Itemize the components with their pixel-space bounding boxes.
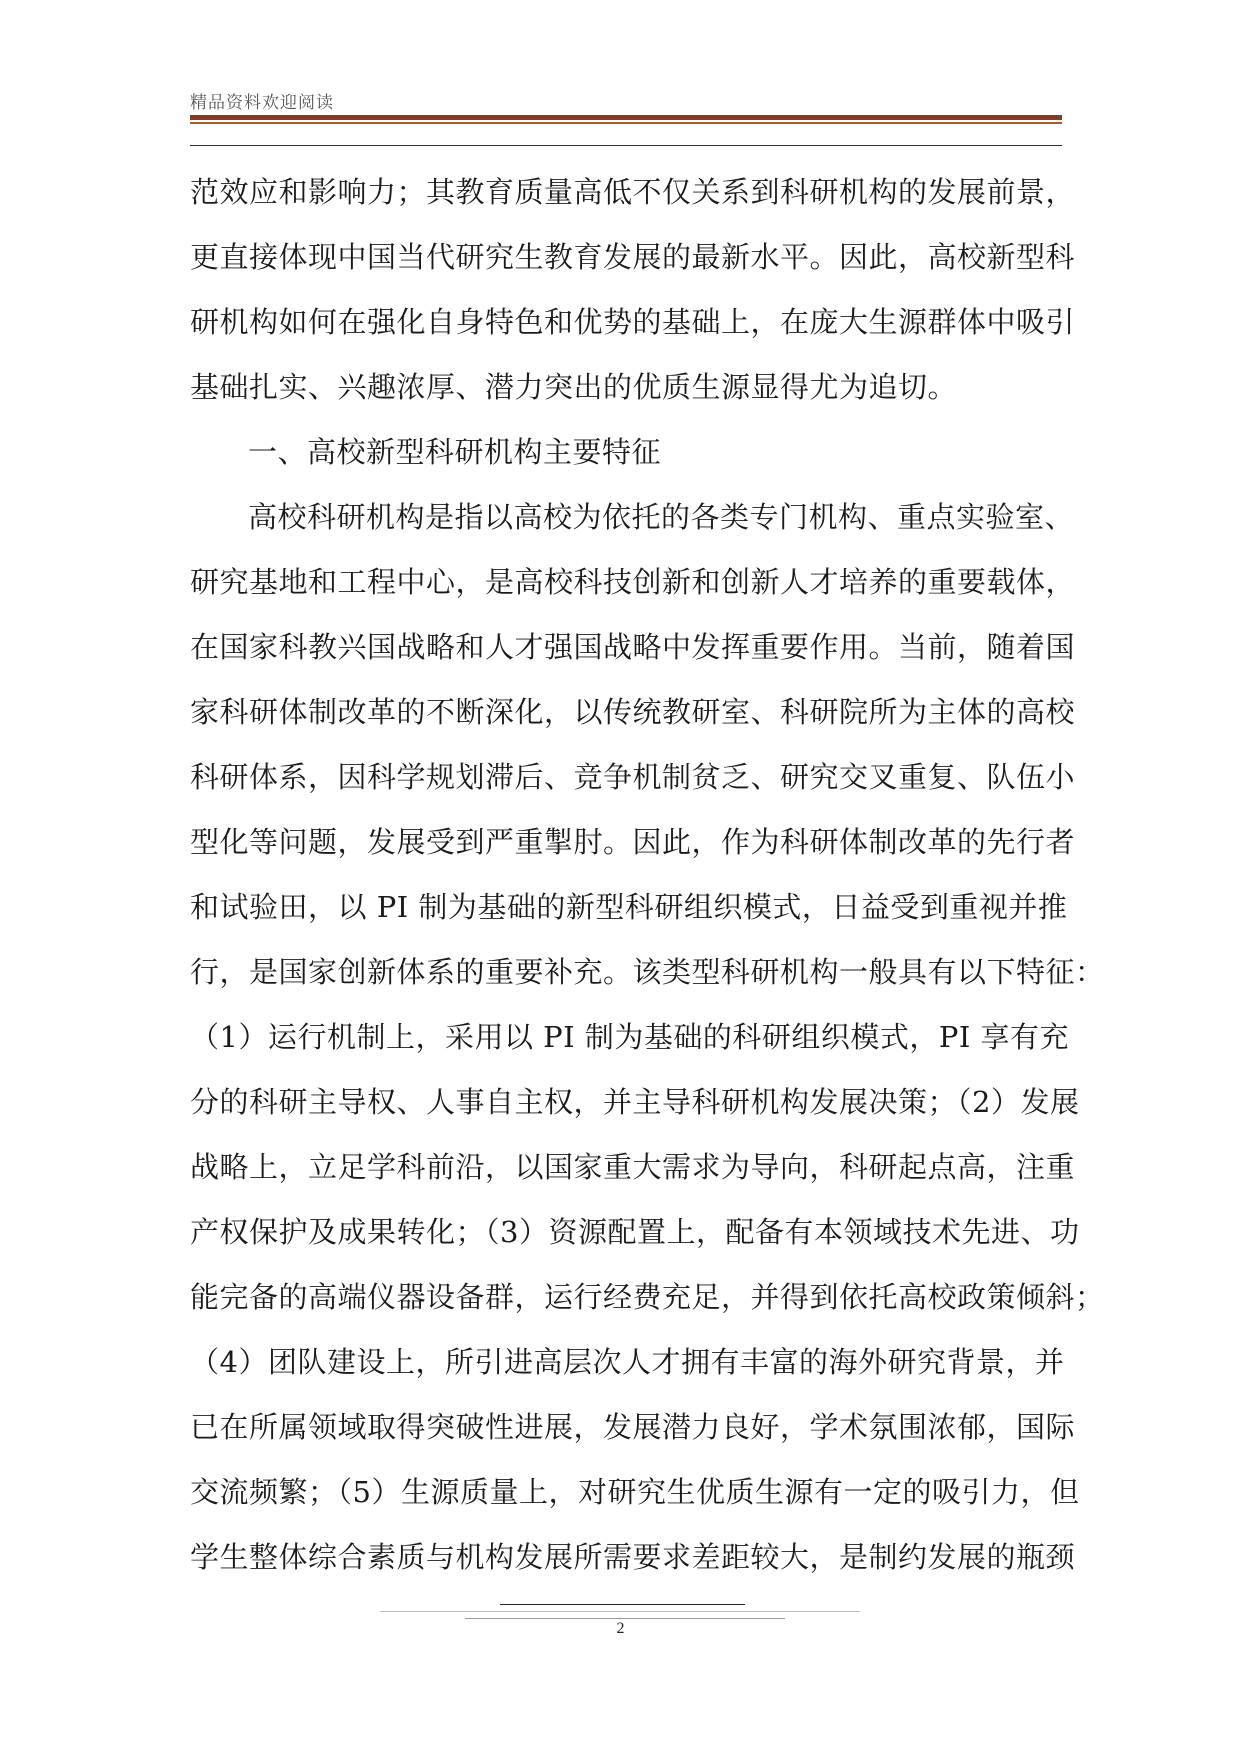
text-line: 已在所属领域取得突破性进展，发展潜力良好，学术氛围浓郁，国际 xyxy=(190,1410,1076,1444)
text-line: 能完备的高端仪器设备群，运行经费充足，并得到依托高校政策倾斜； xyxy=(190,1280,1105,1314)
text-line: 科研体系，因科学规划滞后、竞争机制贫乏、研究交叉重复、队伍小 xyxy=(190,760,1076,794)
footer-rule xyxy=(380,1611,860,1612)
footer-rule xyxy=(465,1618,785,1619)
header-rule-accent xyxy=(190,122,1062,124)
text-line: 型化等问题，发展受到严重掣肘。因此，作为科研体制改革的先行者 xyxy=(190,825,1076,859)
text-line: 行，是国家创新体系的重要补充。该类型科研机构一般具有以下特征： xyxy=(190,955,1105,989)
footer-rule xyxy=(500,1604,745,1605)
text-line: 在国家科教兴国战略和人才强国战略中发挥重要作用。当前，随着国 xyxy=(190,630,1076,664)
text-line: 范效应和影响力；其教育质量高低不仅关系到科研机构的发展前景， xyxy=(190,175,1076,209)
text-line: 和试验田，以 PI 制为基础的新型科研组织模式，日益受到重视并推 xyxy=(190,890,1068,924)
header-title: 精品资料欢迎阅读 xyxy=(190,93,334,113)
text-line: 战略上，立足学科前沿，以国家重大需求为导向，科研起点高，注重 xyxy=(190,1150,1076,1184)
text-line: （1）运行机制上，采用以 PI 制为基础的科研组织模式，PI 享有充 xyxy=(190,1020,1070,1054)
text-line: 基础扎实、兴趣浓厚、潜力突出的优质生源显得尤为追切。 xyxy=(190,370,958,404)
text-line: 研机构如何在强化自身特色和优势的基础上，在庞大生源群体中吸引 xyxy=(190,305,1076,339)
page-number: 2 xyxy=(616,1620,625,1637)
body-text xyxy=(190,160,1105,1590)
header-rule-thick xyxy=(190,115,1062,120)
text-line: 更直接体现中国当代研究生教育发展的最新水平。因此，高校新型科 xyxy=(190,240,1076,274)
header-rule-thin xyxy=(190,145,1062,146)
text-line: 家科研体制改革的不断深化，以传统教研室、科研院所为主体的高校 xyxy=(190,695,1076,729)
text-line: 高校科研机构是指以高校为依托的各类专门机构、重点实验室、 xyxy=(248,500,1075,534)
text-line: 产权保护及成果转化；（3）资源配置上，配备有本领域技术先进、功 xyxy=(190,1215,1080,1249)
text-line: 交流频繁；（5）生源质量上，对研究生优质生源有一定的吸引力，但 xyxy=(190,1475,1080,1509)
text-line: （4）团队建设上，所引进高层次人才拥有丰富的海外研究背景，并 xyxy=(190,1345,1065,1379)
section-heading: 一、高校新型科研机构主要特征 xyxy=(248,435,662,469)
text-line: 学生整体综合素质与机构发展所需要求差距较大，是制约发展的瓶颈 xyxy=(190,1540,1076,1574)
text-line: 研究基地和工程中心，是高校科技创新和创新人才培养的重要载体， xyxy=(190,565,1076,599)
text-line: 分的科研主导权、人事自主权，并主导科研机构发展决策；（2）发展 xyxy=(190,1085,1080,1119)
